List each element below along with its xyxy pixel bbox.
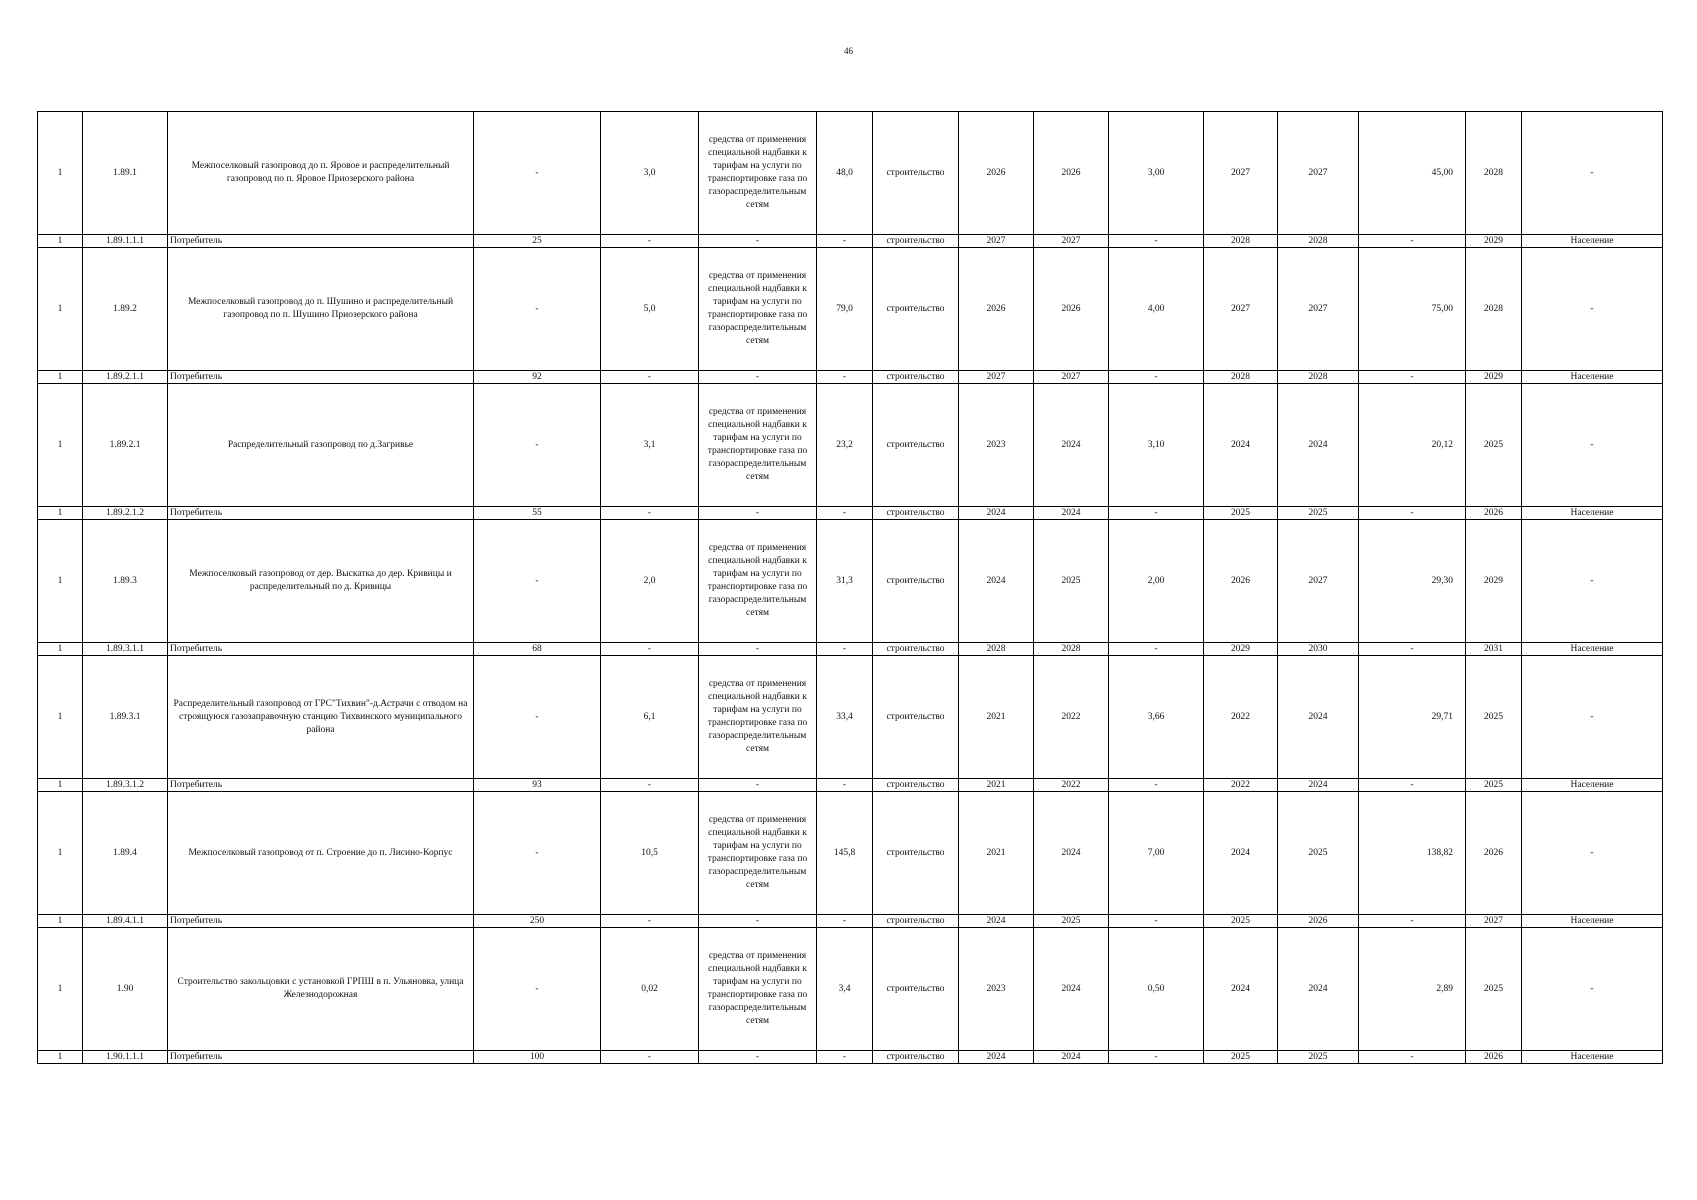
object-name-cell: Межпоселковый газопровод до п. Яровое и распределительный газопровод по п. Яровое Приозерского района (168, 112, 474, 235)
consumers-count-cell: 100 (474, 1051, 601, 1064)
construction-cost-cell: 2,89 (1359, 928, 1466, 1051)
construction-cost-cell: 29,71 (1359, 656, 1466, 779)
work-type-cell: строительство (873, 656, 959, 779)
work-type-cell: строительство (873, 915, 959, 928)
level-cell: 1 (38, 371, 83, 384)
consumer-row (38, 1051, 1663, 1064)
work-type-cell: строительство (873, 112, 959, 235)
object-name-cell: Потребитель (168, 915, 474, 928)
design-end-cell: 2028 (1034, 643, 1109, 656)
item-number-cell: 1.89.3 (83, 520, 168, 643)
item-number-cell: 1.89.4 (83, 792, 168, 915)
object-row (38, 656, 1663, 779)
design-end-cell: 2024 (1034, 928, 1109, 1051)
construction-start-cell: 2025 (1204, 1051, 1278, 1064)
work-type-cell: строительство (873, 779, 959, 792)
construction-end-cell: 2027 (1278, 520, 1359, 643)
design-cost-cell: - (1109, 643, 1204, 656)
work-type-cell: строительство (873, 1051, 959, 1064)
consumer-category-cell: - (1522, 656, 1663, 779)
gas-pipeline-table (37, 111, 1663, 1064)
funding-source-cell: средства от применения специальной надбавки к тарифам на услуги по транспортировке газа по газораспределительным сетям (699, 656, 817, 779)
object-name-cell: Межпоселковый газопровод от дер. Выскатка до дер. Кривицы и распределительный по д. Кривицы (168, 520, 474, 643)
design-cost-cell: 7,00 (1109, 792, 1204, 915)
consumer-category-cell: Население (1522, 235, 1663, 248)
consumer-row (38, 371, 1663, 384)
length-km-cell: - (601, 915, 699, 928)
length-km-cell: - (601, 779, 699, 792)
consumers-count-cell: - (474, 112, 601, 235)
level-cell: 1 (38, 507, 83, 520)
construction-end-cell: 2025 (1278, 507, 1359, 520)
item-number-cell: 1.90.1.1.1 (83, 1051, 168, 1064)
funding-source-cell: - (699, 915, 817, 928)
design-start-cell: 2026 (959, 112, 1034, 235)
funding-source-cell: средства от применения специальной надбавки к тарифам на услуги по транспортировке газа по газораспределительным сетям (699, 928, 817, 1051)
construction-cost-cell: - (1359, 371, 1466, 384)
total-cost-cell: - (817, 371, 873, 384)
consumers-count-cell: - (474, 656, 601, 779)
total-cost-cell: 31,3 (817, 520, 873, 643)
funding-source-cell: - (699, 779, 817, 792)
level-cell: 1 (38, 643, 83, 656)
design-end-cell: 2022 (1034, 779, 1109, 792)
total-cost-cell: 48,0 (817, 112, 873, 235)
object-name-cell: Межпоселковый газопровод от п. Строение до п. Лисино-Корпус (168, 792, 474, 915)
construction-cost-cell: - (1359, 1051, 1466, 1064)
construction-end-cell: 2024 (1278, 656, 1359, 779)
design-end-cell: 2026 (1034, 248, 1109, 371)
construction-cost-cell: - (1359, 779, 1466, 792)
length-km-cell: - (601, 1051, 699, 1064)
total-cost-cell: - (817, 235, 873, 248)
construction-cost-cell: - (1359, 643, 1466, 656)
length-km-cell: 10,5 (601, 792, 699, 915)
object-name-cell: Распределительный газопровод от ГРС"Тихвин"-д.Астрачи с отводом на строящуюся газозаправочную станцию Тихвинского муниципального района (168, 656, 474, 779)
item-number-cell: 1.89.4.1.1 (83, 915, 168, 928)
construction-start-cell: 2022 (1204, 779, 1278, 792)
design-end-cell: 2025 (1034, 915, 1109, 928)
table-body (38, 112, 1663, 1064)
level-cell: 1 (38, 1051, 83, 1064)
construction-cost-cell: 29,30 (1359, 520, 1466, 643)
construction-start-cell: 2024 (1204, 384, 1278, 507)
funding-source-cell: - (699, 1051, 817, 1064)
design-end-cell: 2027 (1034, 235, 1109, 248)
consumer-row (38, 235, 1663, 248)
consumers-count-cell: 25 (474, 235, 601, 248)
object-name-cell: Распределительный газопровод по д.Загривье (168, 384, 474, 507)
work-type-cell: строительство (873, 643, 959, 656)
construction-start-cell: 2028 (1204, 235, 1278, 248)
consumer-category-cell: Население (1522, 507, 1663, 520)
total-cost-cell: 79,0 (817, 248, 873, 371)
construction-start-cell: 2025 (1204, 915, 1278, 928)
work-type-cell: строительство (873, 792, 959, 915)
item-number-cell: 1.89.3.1 (83, 656, 168, 779)
total-cost-cell: - (817, 915, 873, 928)
design-cost-cell: - (1109, 915, 1204, 928)
design-end-cell: 2025 (1034, 520, 1109, 643)
object-name-cell: Потребитель (168, 371, 474, 384)
page-number: 46 (844, 46, 853, 56)
construction-start-cell: 2026 (1204, 520, 1278, 643)
length-km-cell: 6,1 (601, 656, 699, 779)
total-cost-cell: - (817, 643, 873, 656)
design-cost-cell: 3,00 (1109, 112, 1204, 235)
construction-end-cell: 2024 (1278, 779, 1359, 792)
consumer-category-cell: - (1522, 384, 1663, 507)
design-cost-cell: - (1109, 779, 1204, 792)
consumer-category-cell: - (1522, 792, 1663, 915)
item-number-cell: 1.89.2.1.2 (83, 507, 168, 520)
consumers-count-cell: - (474, 384, 601, 507)
item-number-cell: 1.90 (83, 928, 168, 1051)
design-start-cell: 2027 (959, 371, 1034, 384)
work-type-cell: строительство (873, 371, 959, 384)
commissioning-year-cell: 2025 (1466, 656, 1522, 779)
item-number-cell: 1.89.2.1.1 (83, 371, 168, 384)
total-cost-cell: - (817, 507, 873, 520)
construction-end-cell: 2028 (1278, 371, 1359, 384)
item-number-cell: 1.89.2 (83, 248, 168, 371)
design-end-cell: 2024 (1034, 384, 1109, 507)
construction-end-cell: 2028 (1278, 235, 1359, 248)
level-cell: 1 (38, 248, 83, 371)
commissioning-year-cell: 2031 (1466, 643, 1522, 656)
consumers-count-cell: 93 (474, 779, 601, 792)
construction-start-cell: 2024 (1204, 928, 1278, 1051)
level-cell: 1 (38, 779, 83, 792)
design-start-cell: 2024 (959, 915, 1034, 928)
consumers-count-cell: 92 (474, 371, 601, 384)
object-name-cell: Межпоселковый газопровод до п. Шушино и распределительный газопровод по п. Шушино Приозерского района (168, 248, 474, 371)
consumer-category-cell: - (1522, 928, 1663, 1051)
construction-cost-cell: - (1359, 235, 1466, 248)
consumer-category-cell: - (1522, 112, 1663, 235)
consumer-row (38, 915, 1663, 928)
construction-start-cell: 2029 (1204, 643, 1278, 656)
level-cell: 1 (38, 384, 83, 507)
design-start-cell: 2024 (959, 507, 1034, 520)
design-end-cell: 2024 (1034, 1051, 1109, 1064)
design-cost-cell: 2,00 (1109, 520, 1204, 643)
construction-start-cell: 2024 (1204, 792, 1278, 915)
length-km-cell: - (601, 507, 699, 520)
funding-source-cell: средства от применения специальной надбавки к тарифам на услуги по транспортировке газа по газораспределительным сетям (699, 248, 817, 371)
object-name-cell: Потребитель (168, 235, 474, 248)
work-type-cell: строительство (873, 507, 959, 520)
total-cost-cell: 33,4 (817, 656, 873, 779)
level-cell: 1 (38, 235, 83, 248)
construction-end-cell: 2025 (1278, 792, 1359, 915)
object-name-cell: Потребитель (168, 1051, 474, 1064)
design-cost-cell: - (1109, 1051, 1204, 1064)
design-cost-cell: - (1109, 235, 1204, 248)
object-row (38, 384, 1663, 507)
level-cell: 1 (38, 520, 83, 643)
item-number-cell: 1.89.3.1.2 (83, 779, 168, 792)
commissioning-year-cell: 2029 (1466, 520, 1522, 643)
construction-start-cell: 2025 (1204, 507, 1278, 520)
commissioning-year-cell: 2027 (1466, 915, 1522, 928)
length-km-cell: - (601, 371, 699, 384)
commissioning-year-cell: 2028 (1466, 248, 1522, 371)
consumer-category-cell: - (1522, 520, 1663, 643)
object-row (38, 928, 1663, 1051)
construction-cost-cell: 45,00 (1359, 112, 1466, 235)
consumer-category-cell: Население (1522, 643, 1663, 656)
level-cell: 1 (38, 928, 83, 1051)
object-name-cell: Строительство закольцовки с установкой ГРПШ в п. Ульяновка, улица Железнодорожная (168, 928, 474, 1051)
construction-end-cell: 2024 (1278, 928, 1359, 1051)
construction-end-cell: 2027 (1278, 248, 1359, 371)
consumers-count-cell: - (474, 928, 601, 1051)
funding-source-cell: средства от применения специальной надбавки к тарифам на услуги по транспортировке газа по газораспределительным сетям (699, 384, 817, 507)
funding-source-cell: - (699, 371, 817, 384)
design-start-cell: 2028 (959, 643, 1034, 656)
item-number-cell: 1.89.3.1.1 (83, 643, 168, 656)
construction-end-cell: 2027 (1278, 112, 1359, 235)
object-name-cell: Потребитель (168, 643, 474, 656)
commissioning-year-cell: 2029 (1466, 235, 1522, 248)
design-end-cell: 2024 (1034, 792, 1109, 915)
object-name-cell: Потребитель (168, 779, 474, 792)
design-start-cell: 2021 (959, 656, 1034, 779)
commissioning-year-cell: 2025 (1466, 384, 1522, 507)
commissioning-year-cell: 2025 (1466, 779, 1522, 792)
construction-cost-cell: 75,00 (1359, 248, 1466, 371)
construction-end-cell: 2026 (1278, 915, 1359, 928)
construction-start-cell: 2022 (1204, 656, 1278, 779)
commissioning-year-cell: 2025 (1466, 928, 1522, 1051)
level-cell: 1 (38, 656, 83, 779)
level-cell: 1 (38, 915, 83, 928)
construction-start-cell: 2028 (1204, 371, 1278, 384)
commissioning-year-cell: 2029 (1466, 371, 1522, 384)
design-start-cell: 2026 (959, 248, 1034, 371)
design-end-cell: 2026 (1034, 112, 1109, 235)
object-row (38, 248, 1663, 371)
work-type-cell: строительство (873, 235, 959, 248)
funding-source-cell: - (699, 643, 817, 656)
funding-source-cell: средства от применения специальной надбавки к тарифам на услуги по транспортировке газа по газораспределительным сетям (699, 792, 817, 915)
construction-cost-cell: 20,12 (1359, 384, 1466, 507)
design-cost-cell: 4,00 (1109, 248, 1204, 371)
design-end-cell: 2022 (1034, 656, 1109, 779)
commissioning-year-cell: 2026 (1466, 507, 1522, 520)
length-km-cell: 0,02 (601, 928, 699, 1051)
length-km-cell: - (601, 235, 699, 248)
construction-cost-cell: - (1359, 915, 1466, 928)
consumers-count-cell: - (474, 248, 601, 371)
object-row (38, 792, 1663, 915)
object-row (38, 112, 1663, 235)
work-type-cell: строительство (873, 928, 959, 1051)
design-cost-cell: 3,10 (1109, 384, 1204, 507)
design-start-cell: 2023 (959, 384, 1034, 507)
commissioning-year-cell: 2026 (1466, 792, 1522, 915)
work-type-cell: строительство (873, 384, 959, 507)
consumers-count-cell: 250 (474, 915, 601, 928)
construction-end-cell: 2024 (1278, 384, 1359, 507)
funding-source-cell: средства от применения специальной надбавки к тарифам на услуги по транспортировке газа по газораспределительным сетям (699, 112, 817, 235)
consumer-row (38, 507, 1663, 520)
consumer-category-cell: Население (1522, 779, 1663, 792)
length-km-cell: 2,0 (601, 520, 699, 643)
consumers-count-cell: 55 (474, 507, 601, 520)
length-km-cell: - (601, 643, 699, 656)
total-cost-cell: - (817, 1051, 873, 1064)
work-type-cell: строительство (873, 520, 959, 643)
object-row (38, 520, 1663, 643)
design-cost-cell: 3,66 (1109, 656, 1204, 779)
design-start-cell: 2024 (959, 520, 1034, 643)
design-start-cell: 2021 (959, 779, 1034, 792)
item-number-cell: 1.89.2.1 (83, 384, 168, 507)
construction-cost-cell: 138,82 (1359, 792, 1466, 915)
funding-source-cell: - (699, 507, 817, 520)
total-cost-cell: 145,8 (817, 792, 873, 915)
design-start-cell: 2024 (959, 1051, 1034, 1064)
design-cost-cell: - (1109, 371, 1204, 384)
design-end-cell: 2024 (1034, 507, 1109, 520)
length-km-cell: 3,0 (601, 112, 699, 235)
consumer-row (38, 779, 1663, 792)
level-cell: 1 (38, 112, 83, 235)
consumer-category-cell: Население (1522, 915, 1663, 928)
consumer-category-cell: - (1522, 248, 1663, 371)
total-cost-cell: 3,4 (817, 928, 873, 1051)
total-cost-cell: - (817, 779, 873, 792)
construction-end-cell: 2025 (1278, 1051, 1359, 1064)
commissioning-year-cell: 2028 (1466, 112, 1522, 235)
construction-start-cell: 2027 (1204, 112, 1278, 235)
length-km-cell: 3,1 (601, 384, 699, 507)
item-number-cell: 1.89.1.1.1 (83, 235, 168, 248)
total-cost-cell: 23,2 (817, 384, 873, 507)
funding-source-cell: средства от применения специальной надбавки к тарифам на услуги по транспортировке газа по газораспределительным сетям (699, 520, 817, 643)
consumer-row (38, 643, 1663, 656)
design-cost-cell: 0,50 (1109, 928, 1204, 1051)
construction-cost-cell: - (1359, 507, 1466, 520)
consumers-count-cell: - (474, 792, 601, 915)
construction-end-cell: 2030 (1278, 643, 1359, 656)
design-start-cell: 2021 (959, 792, 1034, 915)
consumers-count-cell: - (474, 520, 601, 643)
design-start-cell: 2027 (959, 235, 1034, 248)
construction-start-cell: 2027 (1204, 248, 1278, 371)
design-start-cell: 2023 (959, 928, 1034, 1051)
consumer-category-cell: Население (1522, 1051, 1663, 1064)
funding-source-cell: - (699, 235, 817, 248)
consumers-count-cell: 68 (474, 643, 601, 656)
object-name-cell: Потребитель (168, 507, 474, 520)
length-km-cell: 5,0 (601, 248, 699, 371)
consumer-category-cell: Население (1522, 371, 1663, 384)
level-cell: 1 (38, 792, 83, 915)
design-end-cell: 2027 (1034, 371, 1109, 384)
work-type-cell: строительство (873, 248, 959, 371)
item-number-cell: 1.89.1 (83, 112, 168, 235)
commissioning-year-cell: 2026 (1466, 1051, 1522, 1064)
design-cost-cell: - (1109, 507, 1204, 520)
